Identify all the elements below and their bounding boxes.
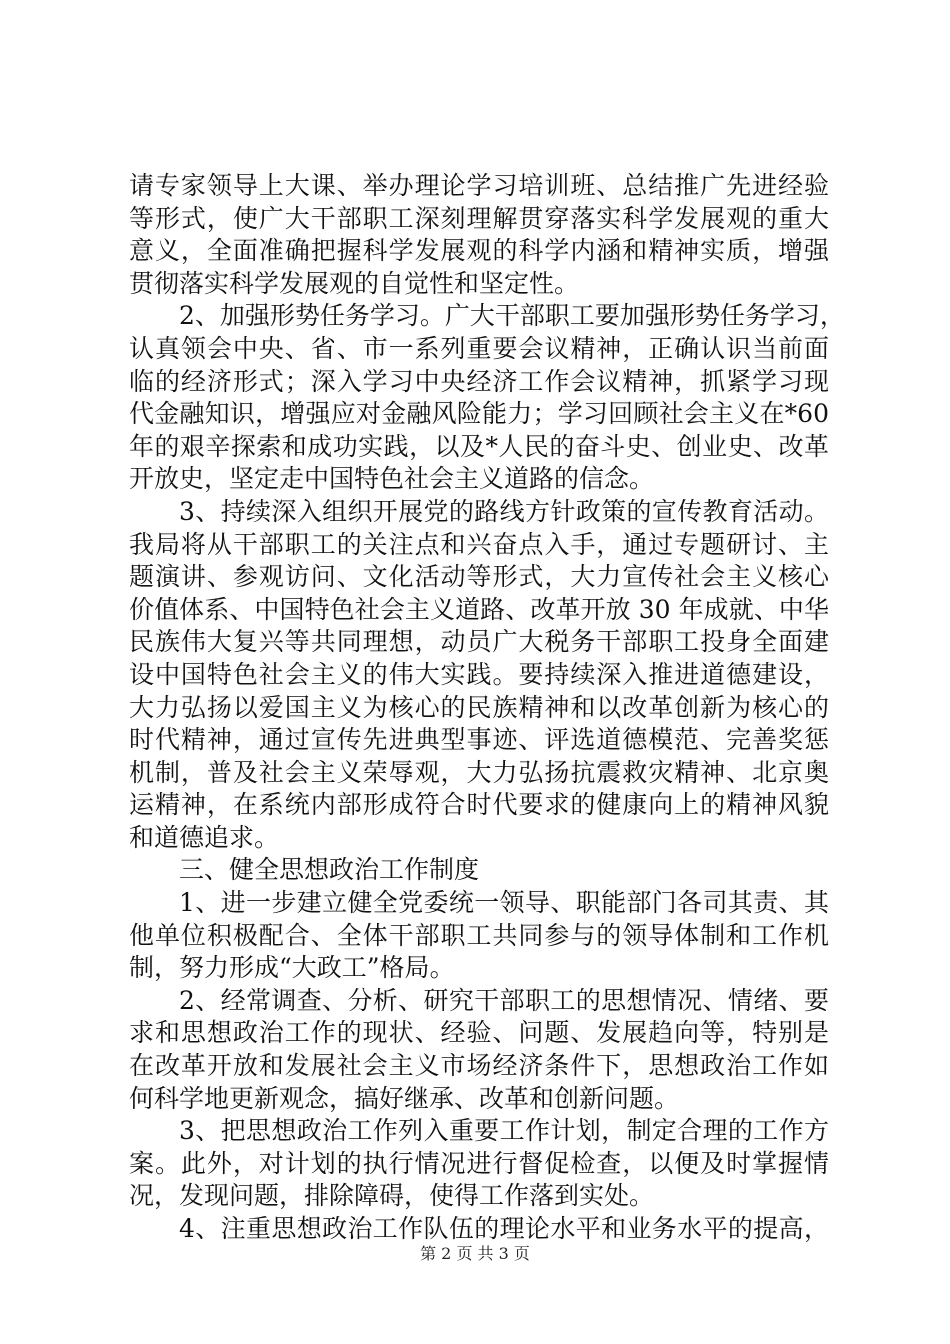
text-line: 在改革开放和发展社会主义市场经济条件下，思想政治工作如 bbox=[129, 1051, 829, 1081]
text-line: 价值体系、中国特色社会主义道路、改革开放 30 年成就、中华 bbox=[129, 594, 829, 624]
text-line: 2、加强形势任务学习。广大干部职工要加强形势任务学习， bbox=[179, 301, 845, 331]
text-line: 1、进一步建立健全党委统一领导、职能部门各司其责、其 bbox=[179, 888, 829, 918]
text-line: 设中国特色社会主义的伟大实践。要持续深入推进道德建设， bbox=[129, 659, 829, 689]
text-line: 认真领会中央、省、市一系列重要会议精神，正确认识当前面 bbox=[129, 333, 829, 363]
text-line: 况，发现问题，排除障碍，使得工作落到实处。 bbox=[129, 1181, 655, 1211]
text-line: 3、把思想政治工作列入重要工作计划，制定合理的工作方 bbox=[179, 1116, 829, 1146]
text-line: 意义，全面准确把握科学发展观的科学内涵和精神实质，增强 bbox=[129, 236, 829, 266]
text-line: 机制，普及社会主义荣辱观，大力弘扬抗震救灾精神、北京奥 bbox=[129, 757, 829, 787]
text-line: 代金融知识，增强应对金融风险能力；学习回顾社会主义在*60 bbox=[129, 399, 829, 429]
page-footer: 第 2 页 共 3 页 bbox=[420, 1244, 530, 1263]
text-line: 题演讲、参观访问、文化活动等形式，大力宣传社会主义核心 bbox=[129, 562, 829, 592]
text-line: 临的经济形式；深入学习中央经济工作会议精神，抓紧学习现 bbox=[129, 366, 829, 396]
text-line: 年的艰辛探索和成功实践，以及*人民的奋斗史、创业史、改革 bbox=[129, 431, 829, 461]
text-line: 等形式，使广大干部职工深刻理解贯穿落实科学发展观的重大 bbox=[129, 203, 829, 233]
text-line: 3、持续深入组织开展党的路线方针政策的宣传教育活动。 bbox=[179, 496, 829, 526]
text-line: 求和思想政治工作的现状、经验、问题、发展趋向等，特别是 bbox=[129, 1018, 829, 1048]
text-line: 运精神，在系统内部形成符合时代要求的健康向上的精神风貌 bbox=[129, 790, 829, 820]
text-line: 案。此外，对计划的执行情况进行督促检查，以便及时掌握情 bbox=[129, 1148, 829, 1178]
text-line: 三、健全思想政治工作制度 bbox=[179, 855, 480, 885]
text-line: 开放史，坚定走中国特色社会主义道路的信念。 bbox=[129, 464, 655, 494]
text-line: 请专家领导上大课、举办理论学习培训班、总结推广先进经验 bbox=[129, 171, 829, 200]
text-line: 2、经常调查、分析、研究干部职工的思想情况、情绪、要 bbox=[179, 985, 829, 1015]
text-line: 制，努力形成“大政工”格局。 bbox=[129, 953, 455, 983]
text-line: 4、注重思想政治工作队伍的理论水平和业务水平的提高， bbox=[179, 1214, 829, 1243]
text-line: 时代精神，通过宣传先进典型事迹、评选道德模范、完善奖惩 bbox=[129, 725, 829, 755]
text-line: 他单位积极配合、全体干部职工共同参与的领导体制和工作机 bbox=[129, 920, 829, 950]
text-line: 大力弘扬以爱国主义为核心的民族精神和以改革创新为核心的 bbox=[129, 692, 829, 722]
text-line: 贯彻落实科学发展观的自觉性和坚定性。 bbox=[129, 268, 580, 298]
text-line: 我局将从干部职工的关注点和兴奋点入手，通过专题研讨、主 bbox=[129, 529, 829, 559]
text-line: 和道德追求。 bbox=[129, 822, 280, 852]
text-line: 民族伟大复兴等共同理想，动员广大税务干部职工投身全面建 bbox=[129, 627, 829, 657]
text-line: 何科学地更新观念，搞好继承、改革和创新问题。 bbox=[129, 1083, 680, 1113]
document-body bbox=[129, 170, 845, 1246]
